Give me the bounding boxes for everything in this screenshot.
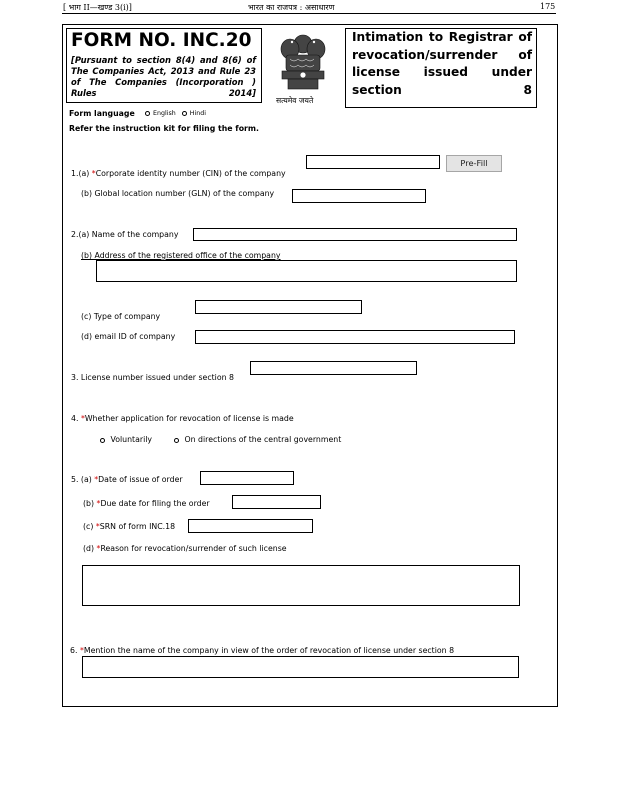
q1b-label: (b) Global location number (GLN) of the company bbox=[81, 189, 275, 198]
license-number-input[interactable] bbox=[250, 361, 417, 375]
form-language-options bbox=[145, 110, 206, 117]
form-language-label: Form language bbox=[69, 109, 135, 118]
instruction-text: Refer the instruction kit for filing the form. bbox=[69, 124, 259, 133]
q2c-label: (c) Type of company bbox=[81, 312, 161, 321]
radio-icon bbox=[174, 438, 179, 443]
q2a-label: 2.(a) Name of the company bbox=[71, 230, 179, 239]
cin-input[interactable] bbox=[306, 155, 440, 169]
q4-label: 4. *Whether application for revocation of license is made bbox=[71, 414, 294, 423]
company-name-revocation-input[interactable] bbox=[82, 656, 519, 678]
form-number: FORM NO. INC.20 bbox=[71, 30, 252, 51]
q5a-label: 5. (a) *Date of issue of order bbox=[71, 475, 183, 484]
language-option-english[interactable]: English bbox=[145, 110, 176, 117]
header-rule bbox=[62, 13, 556, 14]
page-header-part: [ भाग II—खण्ड 3(i)] bbox=[63, 3, 132, 12]
prefill-button[interactable]: Pre-Fill bbox=[446, 155, 502, 172]
radio-icon bbox=[100, 438, 105, 443]
gln-input[interactable] bbox=[292, 189, 426, 203]
company-type-input[interactable] bbox=[195, 300, 362, 314]
page-number: 175 bbox=[540, 2, 556, 11]
q2b-label: (b) Address of the registered office of the company bbox=[81, 251, 281, 260]
q4-option-voluntarily[interactable]: Voluntarily bbox=[100, 435, 152, 444]
registered-office-address-input[interactable] bbox=[96, 260, 517, 282]
due-date-input[interactable] bbox=[232, 495, 321, 509]
q2d-label: (d) email ID of company bbox=[81, 332, 176, 341]
language-option-hindi[interactable]: Hindi bbox=[182, 110, 206, 117]
q5b-label: (b) *Due date for filing the order bbox=[83, 499, 210, 508]
q4-option-central-government[interactable]: On directions of the central government bbox=[174, 435, 341, 444]
page-header-gazette: भारत का राजपत्र : असाधारण bbox=[248, 3, 335, 12]
q5c-label: (c) *SRN of form INC.18 bbox=[83, 522, 176, 531]
q3-label: 3. License number issued under section 8 bbox=[71, 373, 234, 382]
radio-icon bbox=[145, 111, 150, 116]
srn-input[interactable] bbox=[188, 519, 313, 533]
reason-input[interactable] bbox=[82, 565, 520, 606]
radio-icon bbox=[182, 111, 187, 116]
company-email-input[interactable] bbox=[195, 330, 515, 344]
form-subtitle: [Pursuant to section 8(4) and 8(6) of The Companies Act, 2013 and Rule 23 of The Companies (Incorporation ) Rules 2014] bbox=[71, 55, 256, 98]
emblem-motto: सत्यमेव जयते bbox=[276, 96, 314, 105]
company-name-input[interactable] bbox=[193, 228, 517, 241]
form-title: Intimation to Registrar of revocation/surrender of license issued under section 8 bbox=[352, 30, 532, 97]
q1a-label: 1.(a) *Corporate identity number (CIN) of the company bbox=[71, 169, 286, 178]
national-emblem-icon bbox=[268, 29, 338, 93]
q5d-label: (d) *Reason for revocation/surrender of such license bbox=[83, 544, 287, 553]
order-date-input[interactable] bbox=[200, 471, 294, 485]
q6-label: 6. *Mention the name of the company in view of the order of revocation of license under section 8 bbox=[70, 646, 455, 655]
